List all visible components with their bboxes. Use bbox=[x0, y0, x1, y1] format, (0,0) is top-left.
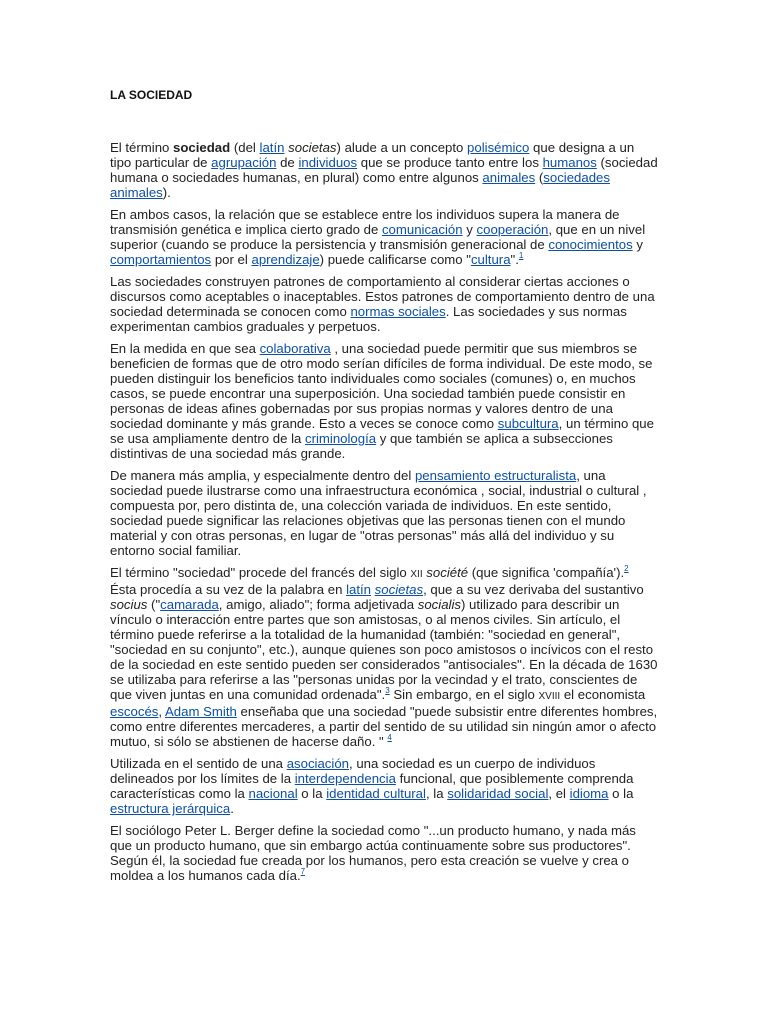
italic-term: socius bbox=[110, 597, 148, 612]
link-adam-smith[interactable]: Adam Smith bbox=[165, 704, 237, 719]
text: El sociólogo Peter L. Berger define la sociedad como "...un producto humano, y nada más que un producto humano, que sin embargo actúa continuamente sobre sus productores". Según él, la sociedad fue creada por los humanos, pero esta creación se vuelve y crea o moldea a los humanos cada día. bbox=[110, 823, 636, 883]
text: , bbox=[158, 704, 165, 719]
link-sociedades-animales[interactable]: sociedades animales bbox=[110, 170, 610, 200]
link-interdependencia[interactable]: interdependencia bbox=[294, 771, 396, 786]
link-individuos[interactable]: individuos bbox=[298, 155, 358, 170]
paragraph-5 bbox=[110, 468, 658, 558]
link-camarada[interactable]: camarada bbox=[160, 597, 219, 612]
link-comportamientos[interactable]: comportamientos bbox=[110, 252, 212, 267]
text: , amigo, aliado"; forma adjetivada bbox=[218, 597, 418, 612]
text: , que a su vez derivaba del sustantivo bbox=[423, 582, 644, 597]
page-title: LA SOCIEDAD bbox=[110, 88, 193, 102]
text: . Las sociedades y sus normas experimentan cambios graduales y perpetuos. bbox=[110, 304, 627, 334]
link-normas-sociales[interactable]: normas sociales bbox=[350, 304, 446, 319]
link-solidaridad-social[interactable]: solidaridad social bbox=[447, 786, 549, 801]
bold-term: sociedad bbox=[173, 140, 231, 155]
italic-term: socialis bbox=[417, 597, 461, 612]
text: ) utilizado para describir un vínculo o interacción entre partes que son amistosas, o al menos civiles. Sin artículo, el término puede referirse a la totalidad de la humanidad (también: "sociedad en general", "sociedad en su conjunto", etc.), aunque quienes son poco amistosos o incívicos con el resto de la sociedad en este sentido pueden ser considerados "antisociales". En la década de 1630 se utilizaba para referirse a las "personas unidas por la vecindad y el trato, conscientes de que viven juntas en una comunidad ordenada". bbox=[110, 597, 658, 702]
text: En ambos casos, la relación que se establece entre los individuos supera la manera de transmisión genética e implica cierto grado de bbox=[110, 207, 620, 237]
footnote-ref-4[interactable]: 4 bbox=[387, 733, 392, 742]
text: , una sociedad es un cuerpo de individuos delineados por los límites de la bbox=[110, 756, 596, 786]
link-agrupacion[interactable]: agrupación bbox=[211, 155, 277, 170]
text: ( bbox=[535, 170, 544, 185]
paragraph-7 bbox=[110, 756, 658, 816]
text: ". bbox=[510, 252, 519, 267]
text: enseñaba que una sociedad "puede subsistir entre diferentes hombres, como entre diferentes mercaderes, a partir del sentido de su utilidad sin ningún amor o afecto mutuo, si sólo se abstienen de hacerse daño. " bbox=[110, 704, 658, 749]
link-asociacion[interactable]: asociación bbox=[286, 756, 349, 771]
link-colaborativa[interactable]: colaborativa bbox=[259, 341, 331, 356]
footnote-ref-7[interactable]: 7 bbox=[300, 867, 306, 876]
text: ). bbox=[162, 185, 171, 200]
link-aprendizaje[interactable]: aprendizaje bbox=[251, 252, 320, 267]
text: o la bbox=[608, 786, 634, 801]
text: o la bbox=[297, 786, 327, 801]
link-cooperacion[interactable]: cooperación bbox=[476, 222, 549, 237]
link-idioma[interactable]: idioma bbox=[569, 786, 609, 801]
text: ) puede calificarse como " bbox=[319, 252, 471, 267]
paragraph-4 bbox=[110, 341, 658, 461]
link-latin[interactable]: latín bbox=[259, 140, 285, 155]
text: , que en un nivel superior (cuando se produce la persistencia y transmisión generacional de bbox=[110, 222, 646, 252]
italic-term: société bbox=[426, 565, 469, 580]
link-criminologia[interactable]: criminología bbox=[305, 431, 377, 446]
text: y bbox=[632, 237, 643, 252]
text: , la bbox=[425, 786, 448, 801]
link-pensamiento-estructuralista[interactable]: pensamiento estructuralista bbox=[414, 468, 577, 483]
text: que designa a un tipo particular de bbox=[110, 140, 635, 170]
text: por el bbox=[211, 252, 252, 267]
text: Ésta procedía a su vez de la palabra en bbox=[110, 582, 347, 597]
paragraph-8 bbox=[110, 823, 658, 883]
article-body bbox=[110, 140, 658, 890]
link-animales[interactable]: animales bbox=[482, 170, 536, 185]
text: (del bbox=[230, 140, 260, 155]
link-identidad-cultural[interactable]: identidad cultural bbox=[326, 786, 426, 801]
text: De manera más amplia, y especialmente dentro del bbox=[110, 468, 415, 483]
footnote-ref-2[interactable]: 2 bbox=[624, 564, 629, 573]
link-escoces[interactable]: escocés bbox=[110, 704, 159, 719]
text: y que también se aplica a subsecciones distintivas de una sociedad más grande. bbox=[110, 431, 613, 461]
text: , el bbox=[548, 786, 570, 801]
text: En la medida en que sea bbox=[110, 341, 260, 356]
link-subcultura[interactable]: subcultura bbox=[497, 416, 559, 431]
link-latin[interactable]: latín bbox=[346, 582, 371, 597]
paragraph-2 bbox=[110, 207, 658, 267]
text: , una sociedad puede permitir que sus miembros se beneficien de formas que de otro modo serían difíciles de forma individual. De este modo, se pueden distinguir los beneficios tanto individuales como sociales (comunes) o, en muchos casos, se puede encontrar una superposición. Una sociedad también puede consistir en personas de ideas afines gobernadas por sus propias normas y valores dentro de una sociedad dominante y más grande. Esto a veces se conoce como bbox=[110, 341, 653, 431]
footnote-ref-1[interactable]: 1 bbox=[518, 251, 524, 260]
link-nacional[interactable]: nacional bbox=[248, 786, 298, 801]
text: Las sociedades construyen patrones de comportamiento al considerar ciertas acciones o discursos como aceptables o inaceptables. Estos patrones de comportamiento dentro de una sociedad determinada se conocen como bbox=[110, 274, 655, 319]
link-estructura-jerarquica[interactable]: estructura jerárquica bbox=[110, 801, 231, 816]
paragraph-6 bbox=[110, 565, 658, 749]
text: . bbox=[230, 801, 234, 816]
link-cultura[interactable]: cultura bbox=[470, 252, 511, 267]
text: de bbox=[276, 155, 299, 170]
text: el economista bbox=[560, 687, 646, 702]
link-comunicacion[interactable]: comunicación bbox=[381, 222, 463, 237]
paragraph-3 bbox=[110, 274, 658, 334]
link-conocimientos[interactable]: conocimientos bbox=[548, 237, 633, 252]
text: , una sociedad puede ilustrarse como una infraestructura económica , social, industrial o cultural , compuesta por, pero distinta de, una colección variada de individuos. En este sentido, sociedad puede significar las relaciones objetivas que las personas tienen con el mundo material y con otras personas, en lugar de "otras personas" más allá del individuo y su entorno social familiar. bbox=[110, 468, 647, 558]
text: que se produce tanto entre los bbox=[357, 155, 543, 170]
text: Utilizada en el sentido de una bbox=[110, 756, 287, 771]
century-numeral: XII bbox=[410, 569, 423, 580]
text: funcional, que posiblemente comprenda características como la bbox=[110, 771, 634, 801]
text: Sin embargo, en el siglo bbox=[389, 687, 539, 702]
link-polisemico[interactable]: polisémico bbox=[467, 140, 530, 155]
century-numeral: XVIII bbox=[538, 691, 561, 702]
paragraph-1 bbox=[110, 140, 658, 200]
text: (que significa 'compañía'). bbox=[468, 565, 625, 580]
link-humanos[interactable]: humanos bbox=[542, 155, 597, 170]
text: ) alude a un concepto bbox=[336, 140, 468, 155]
link-societas[interactable]: societas bbox=[374, 582, 424, 597]
text: , un término que se usa ampliamente dentro de la bbox=[110, 416, 654, 446]
italic-term: societas bbox=[288, 140, 337, 155]
text: y bbox=[462, 222, 477, 237]
text: (sociedad humana o sociedades humanas, en plural) como entre algunos bbox=[110, 155, 658, 185]
text: (" bbox=[147, 597, 161, 612]
text: El término "sociedad" procede del francés del siglo bbox=[110, 565, 411, 580]
text: El término bbox=[110, 140, 174, 155]
footnote-ref-3[interactable]: 3 bbox=[385, 686, 390, 695]
